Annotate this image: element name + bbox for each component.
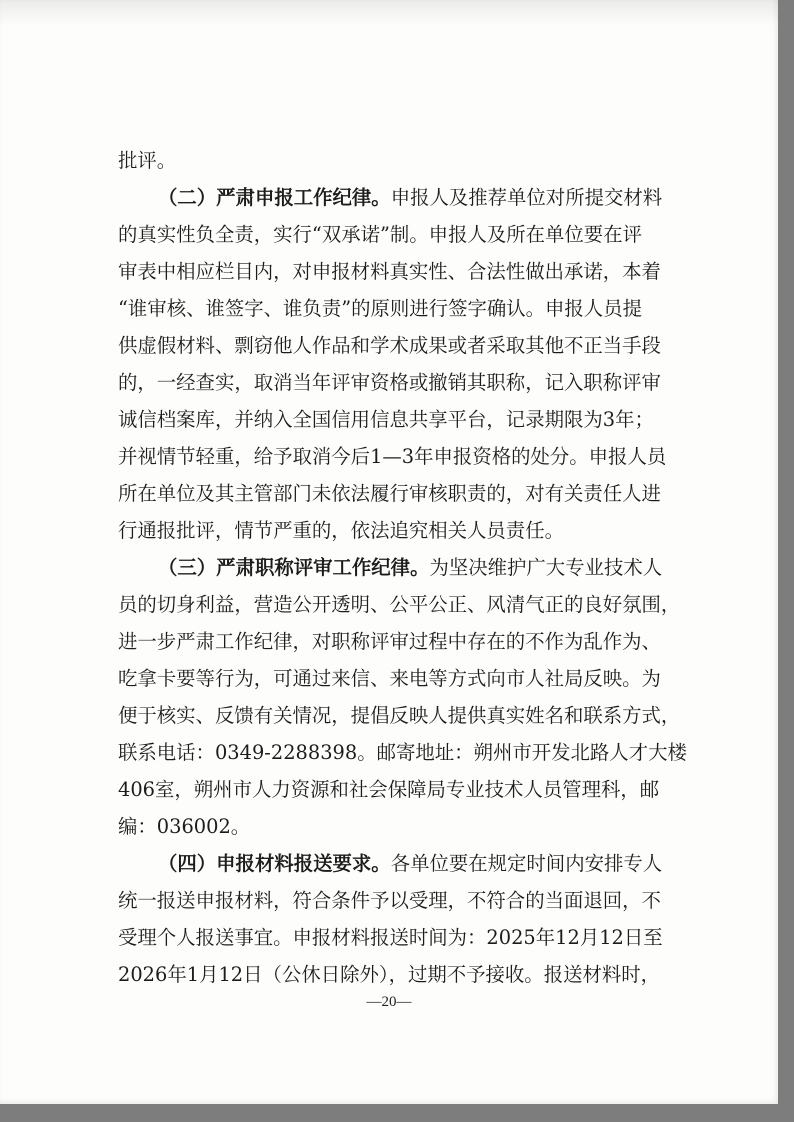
body-line: 的，一经查实，取消当年评审资格或撤销其职称，记入职称评审 — [118, 371, 661, 394]
body-line: 受理个人报送事宜。申报材料报送时间为：2025年12月12日至 — [118, 926, 663, 949]
paragraph-2-text: 申报人及推荐单位对所提交材料 — [390, 186, 663, 209]
paragraph-2-text: 的真实性负全责， — [118, 223, 274, 246]
page-number: —20— — [366, 994, 412, 1010]
paragraph-2-text: 实行“双承诺”制。申报人及所在单位要在评 — [273, 223, 642, 246]
body-line: 供虚假材料、剽窃他人作品和学术成果或者采取其他不正当手段 — [118, 334, 661, 357]
body-line: 统一报送申报材料，符合条件予以受理，不符合的当面退回，不 — [118, 889, 661, 912]
body-line: 便于核实、反馈有关情况，提倡反映人提供真实姓名和联系方式， — [118, 704, 681, 727]
body-line: 诚信档案库，并纳入全国信用信息共享平台，记录期限为3年； — [118, 408, 654, 431]
paragraph-2-heading: （二）严肃申报工作纪律。 — [158, 186, 391, 209]
paragraph-4-heading: （四）申报材料报送要求。 — [158, 852, 391, 875]
scan-shadow — [0, 0, 778, 26]
paragraph-3-first-line — [158, 556, 662, 580]
paragraph-3-text: 为坚决维护广大专业技术人 — [429, 556, 663, 579]
paragraph-4-text: 各单位要在规定时间内安排专人 — [390, 852, 663, 875]
paragraph-3-heading: （三）严肃职称评审工作纪律。 — [158, 556, 430, 579]
body-line: 2026年1月12日（公休日除外），过期不予接收。报送材料时， — [118, 963, 661, 986]
body-line: 406室，朔州市人力资源和社会保障局专业技术人员管理科，邮 — [118, 778, 660, 801]
body-line — [118, 223, 642, 247]
body-line: 联系电话：0349-2288398。邮寄地址：朔州市开发北路人才大楼 — [118, 741, 687, 764]
body-line: 审表中相应栏目内，对申报材料真实性、合法性做出承诺，本着 — [118, 260, 661, 283]
body-line: 编：036002。 — [118, 815, 251, 838]
body-line: 批评。 — [118, 149, 177, 172]
paragraph-4-first-line — [158, 852, 662, 876]
body-line: 吃拿卡要等行为，可通过来信、来电等方式向市人社局反映。为 — [118, 667, 661, 690]
body-line: “谁审核、谁签字、谁负责”的原则进行签字确认。申报人员提 — [118, 297, 642, 320]
body-line: 行通报批评，情节严重的，依法追究相关人员责任。 — [118, 519, 564, 542]
body-line: 员的切身利益，营造公开透明、公平公正、风清气正的良好氛围， — [118, 593, 681, 616]
paragraph-2-first-line — [158, 186, 662, 210]
body-line: 所在单位及其主管部门未依法履行审核职责的，对有关责任人进 — [118, 482, 661, 505]
body-line: 并视情节轻重，给予取消今后1—3年申报资格的处分。申报人员 — [118, 445, 667, 468]
body-line: 进一步严肃工作纪律，对职称评审过程中存在的不作为乱作为、 — [118, 630, 661, 653]
